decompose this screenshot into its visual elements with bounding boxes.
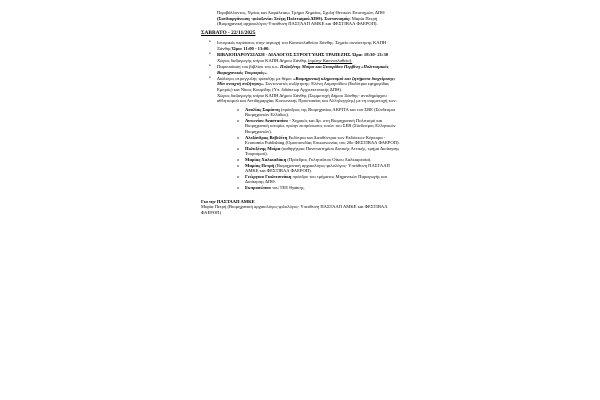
intro-line-1: Περιβάλλοντος, Υγείας και Ασφάλειας» Τμήμα Χημείας, Σχολή Θετικών <box>217 10 352 15</box>
presentation-venue: Χώρος διεξαγωγής κτίριο ΚΑΠΗ Δήμου Ξάνθης <box>217 57 308 63</box>
participant-item <box>217 118 401 135</box>
participant-name: Γεώργιου Γιαλιτσινάκη <box>245 173 292 179</box>
participant-role: (καθηγήτρια Πανεπιστημίου Δυτικής Αττικής, τμήμα Διοίκησης Τουρισμού). <box>245 145 400 157</box>
participant-name: Πολυξένης Μοίρα <box>245 145 281 151</box>
participant-item <box>217 174 401 185</box>
participant-list <box>217 107 401 191</box>
participant-role: (πρόεδρος της Βιομηχανίας ΑΚΡΙΤΑ και του ΣΒΕ (Σύνδεσμοι Βιομηχανιών Ελλάδος). <box>245 106 396 118</box>
list-item <box>201 40 401 51</box>
event-list <box>201 40 401 190</box>
document-content <box>201 10 401 215</box>
intro-paragraph <box>201 10 401 27</box>
book-intro: Παρουσίαση του βιβλίου του κ.κ. <box>217 63 281 69</box>
list-item <box>201 64 401 75</box>
participant-name: Μαρίας Πετρή <box>245 162 275 168</box>
participant-role: Εκδότρια και Διευθύντρια των Εκδόσεων Κέρκυρα - Economia Publishing (Ομοσπονδίας Επικοινωνίας του 20ο ΦΕΣΤΙΒΑΛ ΦΑΕΡΟΠ). <box>245 134 400 146</box>
participant-item <box>217 107 401 118</box>
participant-item <box>217 135 401 146</box>
intro-line-2: Επιστημών, ΔΠΘ <box>352 10 385 15</box>
list-item <box>201 52 401 63</box>
round-table-intro: Διάλογος στρογγυλής τραπέζης με θέμα: <box>217 75 294 81</box>
coordination-label: Συντονισμός: <box>324 15 351 21</box>
participant-name: Μαρίας Χαλκιαδάκη <box>245 157 287 163</box>
participant-item <box>217 146 401 157</box>
participant-item <box>217 185 401 191</box>
participant-role: (Βιομηχανική αρχαιολόγος-φιλολόγος- Υπεύθυνη ΠΑΣΤΑΑΠ ΑΜΚΕ και ΦΕΣΤΙΒΑΛ ΦΑΕΡΟΠ). <box>245 162 390 174</box>
participant-item <box>217 163 401 174</box>
book-title: Πολυξένης Μοίρα και Σταυρίδου Περβίνη «Πολιτισμικός Βιομηχανικός Τουρισμός». <box>217 63 389 75</box>
round-table-moderators: Συντονιστές συζήτησης: Ελένη Λαμπροΐδου (Εκδότρια εφημερίδας Εμπρός) και Νίκος Κοσμίδης (Υπ. διδάκτωρ Αρχιτεκτονικής ΔΠΘ). <box>217 81 390 92</box>
round-table-topic: «Βιομηχανική κληρονομιά και ζητήματα διαχείρισης: Μία ανοιχτή συζήτηση». <box>217 75 396 87</box>
participant-name: Εκπροσώπου <box>245 185 271 190</box>
participant-name: Αουλίας Σαράντη <box>245 106 280 112</box>
participant-role: (Πρόεδρος Γκλητσάτου Οίκου Λαλκιαρεσία). <box>286 157 372 163</box>
day-heading: ΣΑΒΒΑΤΟ - 22/11/2025 <box>201 29 256 36</box>
coordination-text: Μαρία Πετρή (Βιομηχανική αρχαιολόγος-Υπεύθυνη ΠΑΣΤΑΑΠ ΑΜΚΕ και ΦΕΣΤΙΒΑΛ ΦΑΕΡΟΠ). <box>217 15 378 27</box>
presentation-venue-note: (πρώην Καπνοπλαθείο). <box>307 57 353 63</box>
participant-name: Αντωνίου Αναστασίου <box>245 117 288 123</box>
presentation-time: Ώρα: 18:30- 21:30 <box>351 52 389 58</box>
walk-text: Ιστορικός περίπατος στην περιοχή του Καπνοπλαθείου Ξάνθης. Σημείο συνάντησης ΚΑΠΗ Ξάνθης <box>217 40 387 51</box>
participant-role: πρόεδρο του τμήματος Μηχανικών Παραγωγής και Διοίκησης ΔΠΘ. <box>245 173 387 185</box>
signature-title: Για την ΠΑΣΤΑΑΠ ΑΜΚΕ <box>201 198 255 204</box>
participant-role: - Χημικός και Δρ. στη Βιομηχανική Πολιτισμό και Βιομηχανική ιστορία, πρώην εκπρόσωπος τοιών του ΣΕΒ (Σύνδεσμος Ελληνικών Βιομηχανιών). <box>245 117 396 135</box>
signature-block <box>201 199 401 216</box>
intro-co-organization: (Συνδιοργάνωση -φιλοξενία: Στέγη Πολιτισμού ΔΠΘ). <box>217 15 324 21</box>
walk-time: Ώρα: 11:00 - 13:00. <box>232 45 270 51</box>
presentation-title: ΒΙΒΛΙΟΠΑΡΟΥΣΙΑΣΗ - ΔΙΑΛΟΓΟΣ ΣΤΡΟΓΓΥΛΗΣ ΤΡΑΠΕΖΗΣ. <box>217 52 352 58</box>
list-item <box>201 76 401 191</box>
participant-name: Αλεξάνδρας Βεβελίτη <box>245 134 288 140</box>
signature-text: Μαρία Πετρή (Βιομηχανική αρχαιολόγος-φιλολόγος- Υπεύθυνη ΠΑΣΤΑΑΠ ΑΜΚΕ και ΦΕΣΤΙΒΑΛ ΦΑΕΡΟΠ) <box>201 204 388 215</box>
participant-role: του ΤΕΕ Θράκης. <box>270 185 305 190</box>
round-table-venue: Χώρος διεξαγωγής κτίριο ΚΑΠΗ Δήμου Ξάνθης (Συμμετοχή Δήμου Ξάνθης- αντιδημάρχου αθλητισμού και Αντιδημαρχίας Κοινωνικής Προστασίας και Αλληλεγγύης) με τη συμμετοχή των: <box>217 92 397 104</box>
